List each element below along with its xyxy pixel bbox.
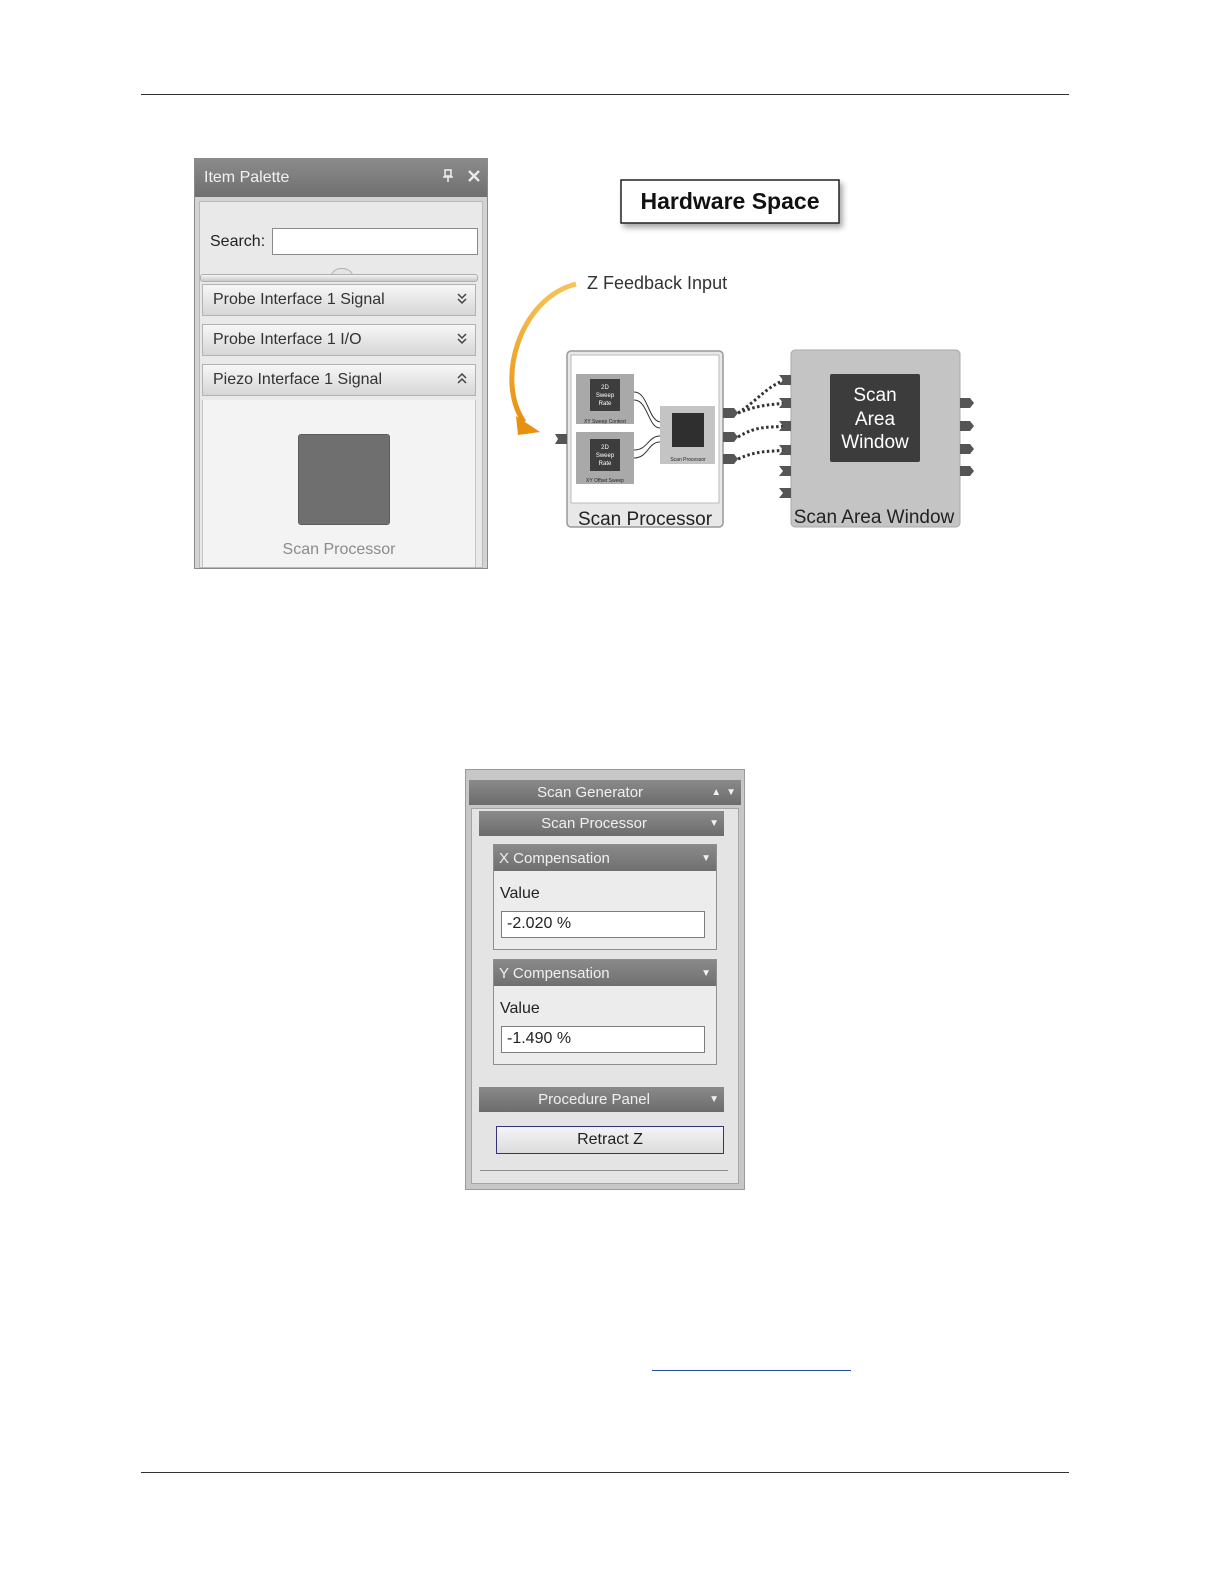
palette-titlebar xyxy=(195,159,487,197)
hardware-space-label: Hardware Space xyxy=(640,188,820,214)
palette-item-area xyxy=(202,400,476,567)
double-chevron-down-icon xyxy=(449,332,475,348)
sub2-caption: XY Offset Sweep xyxy=(586,478,624,484)
arrow-down-icon[interactable]: ▼ xyxy=(701,852,711,864)
y-compensation-group xyxy=(493,959,717,1065)
palette-title: Item Palette xyxy=(204,169,290,186)
category-label: Probe Interface 1 Signal xyxy=(213,291,385,308)
scan-processor-header[interactable] xyxy=(479,811,724,836)
pin-icon[interactable] xyxy=(435,169,461,188)
x-compensation-header[interactable] xyxy=(494,845,716,871)
scan-generator-panel xyxy=(465,769,745,1190)
scan-area-line: Window xyxy=(841,432,909,453)
category-label: Probe Interface 1 I/O xyxy=(213,331,362,348)
category-probe-io[interactable] xyxy=(202,324,476,356)
scan-area-window-node[interactable] xyxy=(779,350,974,528)
palette-item-label: Scan Processor xyxy=(282,541,396,558)
sub2-line: Rate xyxy=(598,461,612,467)
sub2-line: Sweep xyxy=(595,453,615,459)
sub2-line: 2D xyxy=(601,445,609,451)
sub1-caption: XY Sweep Context xyxy=(584,419,626,425)
sub1-line: 2D xyxy=(601,385,609,391)
scan-area-window-node-label: Scan Area Window xyxy=(793,507,955,528)
connection-wires xyxy=(738,380,786,459)
procedure-panel-title: Procedure Panel xyxy=(538,1091,650,1108)
item-palette-window xyxy=(194,158,488,569)
x-compensation-group xyxy=(493,844,717,950)
splitter-bar[interactable] xyxy=(200,274,478,282)
palette-body xyxy=(199,201,483,568)
y-value-field[interactable]: -1.490 % xyxy=(501,1026,705,1053)
search-label: Search: xyxy=(210,232,266,250)
double-chevron-down-icon xyxy=(449,292,475,308)
sub1-line: Rate xyxy=(598,401,612,407)
hardware-space-diagram xyxy=(500,170,1020,570)
y-value-label: Value xyxy=(500,1000,540,1017)
close-icon[interactable] xyxy=(461,169,487,187)
scan-generator-header[interactable] xyxy=(469,780,741,805)
x-value-label: Value xyxy=(500,885,540,902)
hyperlink-underline[interactable] xyxy=(652,1370,851,1371)
arrow-up-icon[interactable]: ▲ xyxy=(711,787,722,798)
y-compensation-header[interactable] xyxy=(494,960,716,986)
category-label: Piezo Interface 1 Signal xyxy=(213,371,382,388)
y-compensation-title: Y Compensation xyxy=(499,964,610,982)
scan-generator-title: Scan Generator xyxy=(537,784,644,801)
arrow-down-icon[interactable]: ▼ xyxy=(701,967,711,979)
category-probe-signal[interactable] xyxy=(202,284,476,316)
double-chevron-up-icon xyxy=(449,372,475,388)
z-feedback-arrowhead xyxy=(516,416,540,435)
header-rule xyxy=(141,94,1069,95)
procedure-panel-header[interactable] xyxy=(479,1087,724,1112)
arrow-down-icon[interactable]: ▼ xyxy=(709,1094,719,1105)
scan-processor-node-label: Scan Processor xyxy=(577,509,713,530)
x-compensation-title: X Compensation xyxy=(499,849,610,867)
arrow-down-icon[interactable]: ▼ xyxy=(709,818,719,829)
footer-rule xyxy=(141,1472,1069,1473)
scan-processor-title: Scan Processor xyxy=(541,815,647,832)
category-piezo-signal[interactable] xyxy=(202,364,476,396)
sub1-line: Sweep xyxy=(595,393,615,399)
search-row xyxy=(210,228,478,255)
retract-z-button[interactable]: Retract Z xyxy=(496,1126,724,1154)
arrow-down-icon[interactable]: ▼ xyxy=(726,787,736,798)
z-feedback-label: Z Feedback Input xyxy=(587,273,728,293)
scan-processor-node[interactable] xyxy=(555,351,738,530)
panel-divider xyxy=(480,1170,728,1171)
z-input-port xyxy=(555,434,567,444)
x-value-field[interactable]: -2.020 % xyxy=(501,911,705,938)
scan-area-line: Area xyxy=(854,409,896,430)
search-input[interactable] xyxy=(272,228,478,255)
scan-area-line: Scan xyxy=(853,385,897,406)
scan-processor-item-icon[interactable] xyxy=(298,434,390,525)
core-caption: Scan Processor xyxy=(670,457,706,463)
